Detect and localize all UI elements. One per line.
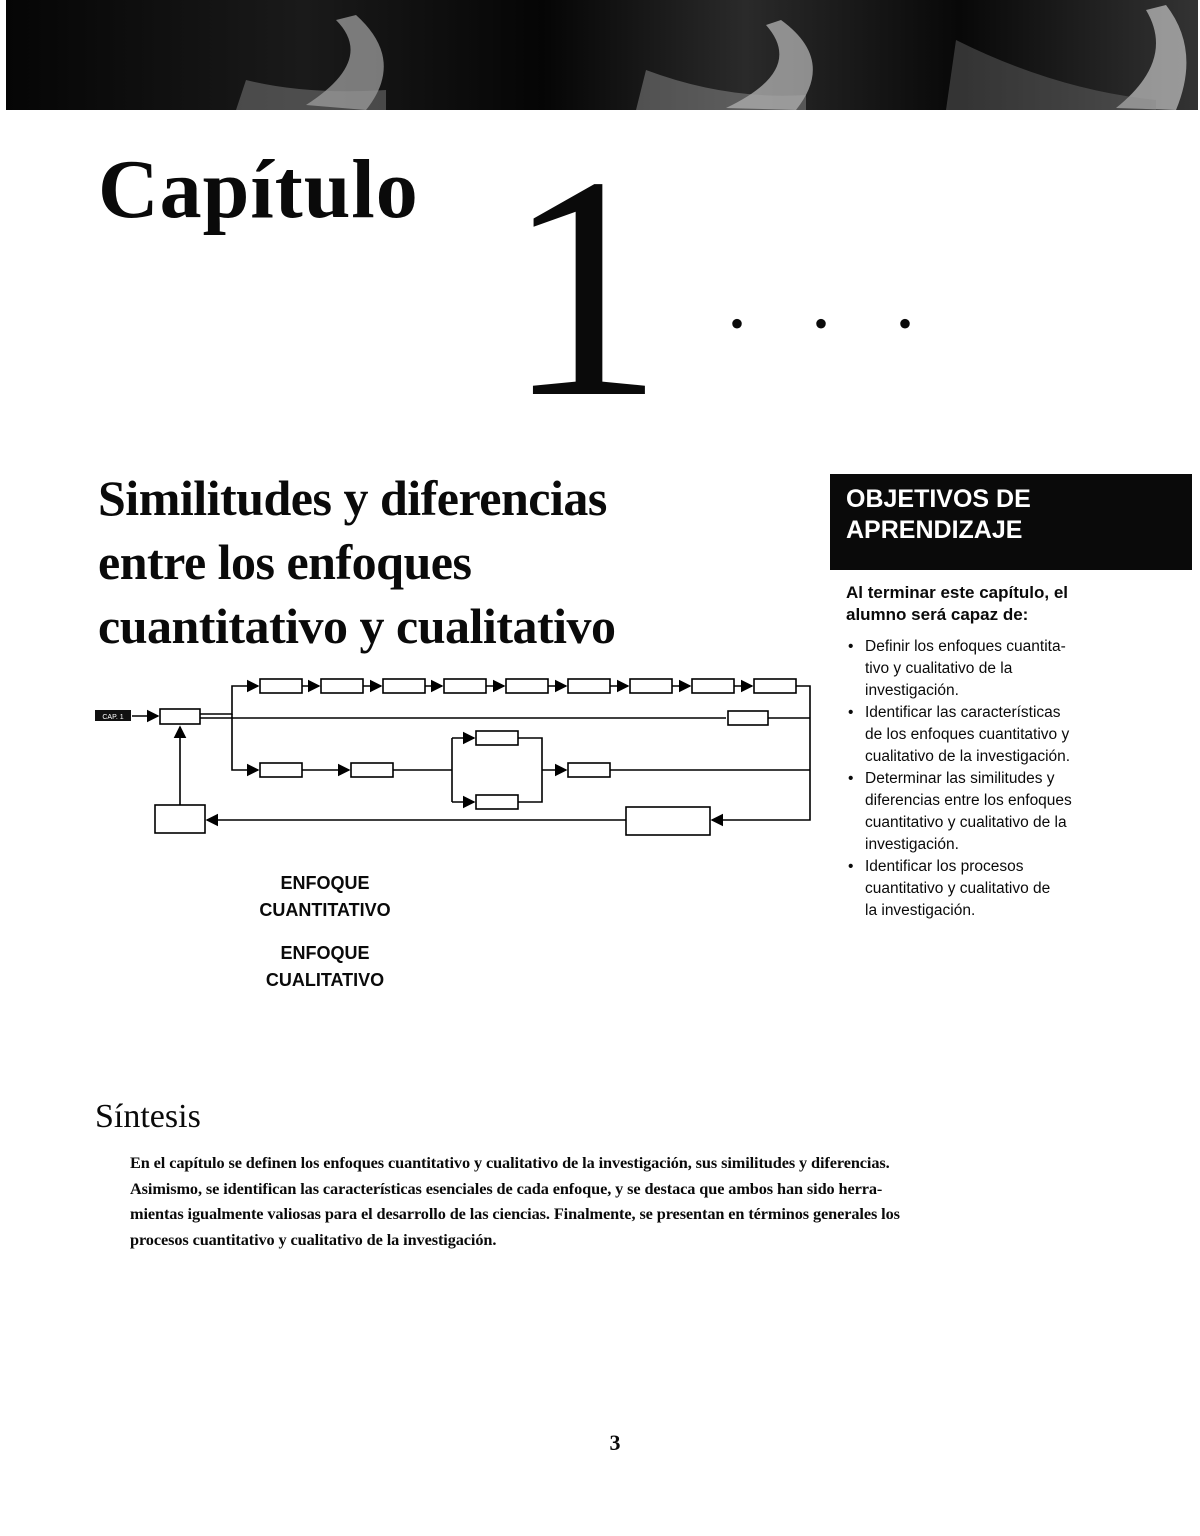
objective-line: la investigación. [865, 902, 976, 919]
diagram-start-box [160, 709, 200, 724]
diagram-feedback-box [626, 807, 710, 835]
diagram-box [754, 679, 796, 693]
header-banner-image [6, 0, 1198, 110]
legend-quantitative [230, 870, 420, 924]
objective-line: tivo y cualitativo de la [865, 660, 1013, 677]
diagram-box [476, 731, 518, 745]
synthesis-line: Asimismo, se identifican las características esenciales de cada enfoque, y se destaca que ambos han sido herra- [130, 1178, 883, 1198]
diagram-box [568, 679, 610, 693]
chapter-heading: Capítulo [98, 143, 419, 236]
synthesis-line: procesos cuantitativo y cualitativo de la investigación. [130, 1229, 497, 1249]
diagram-box [260, 679, 302, 693]
chapter-title-line: cuantitativo y cualitativo [98, 598, 616, 654]
objective-line: • Definir los enfoques cuantita- [865, 638, 1066, 655]
chapter-title [98, 466, 798, 658]
chapter-tag: CAP. 1 [102, 714, 124, 721]
objective-line: de los enfoques cuantitativo y [865, 726, 1070, 743]
objective-line: investigación. [865, 836, 959, 853]
synthesis-line: En el capítulo se definen los enfoques cuantitativo y cualitativo de la investigación, sus similitudes y diferencias. [130, 1153, 890, 1172]
legend-line: ENFOQUE [280, 873, 370, 893]
objectives-intro-line: alumno será capaz de: [846, 605, 1029, 624]
objective-line: diferencias entre los enfoques [865, 792, 1072, 809]
objectives-heading-box [830, 474, 1192, 570]
objectives-list [846, 636, 1136, 922]
objective-line: • Identificar las características [865, 704, 1061, 721]
diagram-box [383, 679, 425, 693]
objective-item [846, 636, 1136, 702]
objective-line: cualitativo de la investigación. [865, 748, 1071, 765]
synthesis-line: mientas igualmente valiosas para el desarrollo de las ciencias. Finalmente, se presentan en términos generales los [130, 1204, 900, 1223]
objective-item [846, 768, 1136, 856]
legend-line: ENFOQUE [280, 943, 370, 963]
objectives-intro-line: Al terminar este capítulo, el [846, 583, 1069, 602]
chapter-title-line: Similitudes y diferencias [98, 470, 607, 526]
diagram-box [476, 795, 518, 809]
chapter-number: 1 [505, 111, 664, 463]
objectives-heading-line: APRENDIZAJE [846, 516, 1023, 544]
diagram-box [728, 711, 768, 725]
process-flow-diagram [90, 670, 830, 845]
banner-texture [6, 0, 1198, 110]
legend-line: CUALITATIVO [265, 970, 385, 990]
diagram-box [630, 679, 672, 693]
diagram-box [321, 679, 363, 693]
objective-line: • Determinar las similitudes y [865, 770, 1055, 787]
objective-line: investigación. [865, 682, 959, 699]
objectives-intro [846, 582, 1146, 626]
objective-item [846, 856, 1136, 922]
diagram-box [568, 763, 610, 777]
diagram-box [351, 763, 393, 777]
diagram-box [444, 679, 486, 693]
page-number: 3 [609, 1430, 621, 1455]
diagram-box [692, 679, 734, 693]
objectives-heading-line: OBJETIVOS DE [846, 485, 1031, 513]
objective-item [846, 702, 1136, 768]
diagram-box [260, 763, 302, 777]
objective-line: cuantitativo y cualitativo de [865, 880, 1051, 897]
synthesis-paragraph [130, 1150, 1105, 1252]
objective-line: • Identificar los procesos [865, 858, 1024, 875]
synthesis-heading: Síntesis [95, 1098, 201, 1135]
decorative-dots: • • • [730, 301, 943, 346]
diagram-box [155, 805, 205, 833]
chapter-title-line: entre los enfoques [98, 534, 472, 590]
objective-line: cuantitativo y cualitativo de la [865, 814, 1067, 831]
legend-line: CUANTITATIVO [259, 900, 391, 920]
diagram-box [506, 679, 548, 693]
legend-qualitative [230, 940, 420, 994]
